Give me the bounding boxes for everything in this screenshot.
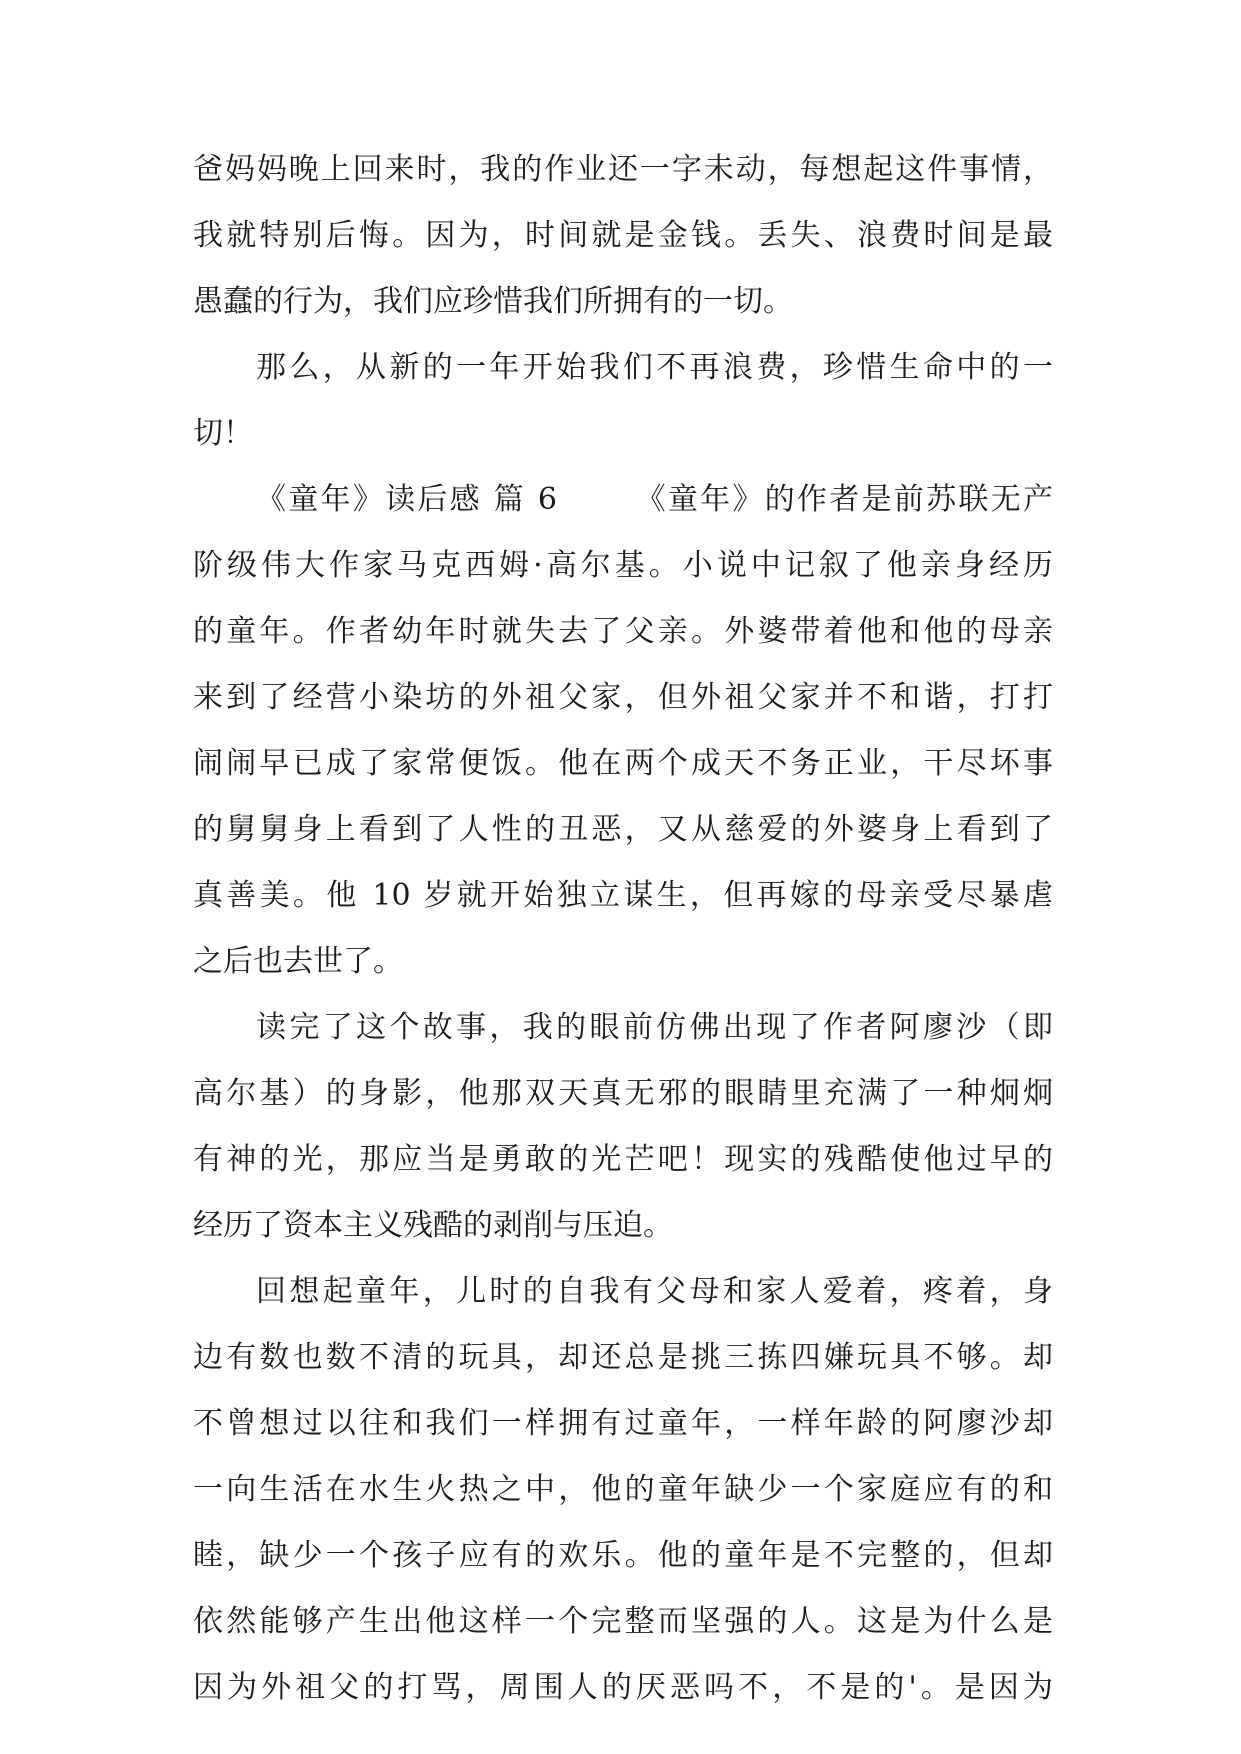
- text-line: 读完了这个故事，我的眼前仿佛出现了作者阿廖沙（即: [256, 1010, 1053, 1045]
- text-line: 的舅舅身上看到了人性的丑恶，又从慈爱的外婆身上看到了: [193, 812, 1053, 847]
- text-line: 回想起童年，儿时的自我有父母和家人爱着，疼着，身: [256, 1274, 1053, 1309]
- text-line: 阶级伟大作家马克西姆·高尔基。小说中记叙了他亲身经历: [193, 548, 1053, 583]
- text-line: 高尔基）的身影，他那双天真无邪的眼睛里充满了一种炯炯: [193, 1076, 1053, 1111]
- text-line: 有神的光，那应当是勇敢的光芒吧！现实的残酷使他过早的: [193, 1142, 1053, 1177]
- text-line: 一向生活在水生火热之中，他的童年缺少一个家庭应有的和: [193, 1472, 1053, 1507]
- text-line: 经历了资本主义残酷的剥削与压迫。: [193, 1208, 673, 1243]
- text-line: 切！: [193, 416, 253, 451]
- text-line: 睦，缺少一个孩子应有的欢乐。他的童年是不完整的，但却: [193, 1538, 1053, 1573]
- text-line: 边有数也数不清的玩具，却还总是挑三拣四嫌玩具不够。却: [193, 1340, 1053, 1375]
- text-line: 爸妈妈晚上回来时，我的作业还一字未动，每想起这件事情，: [193, 152, 1053, 187]
- text-line: 不曾想过以往和我们一样拥有过童年，一样年龄的阿廖沙却: [193, 1406, 1053, 1441]
- text-line: 之后也去世了。: [193, 944, 403, 979]
- text-line: 真善美。他 10 岁就开始独立谋生，但再嫁的母亲受尽暴虐: [193, 878, 1053, 913]
- text-line: 我就特别后悔。因为，时间就是金钱。丢失、浪费时间是最: [193, 218, 1053, 253]
- text-line: 依然能够产生出他这样一个完整而坚强的人。这是为什么是: [193, 1604, 1053, 1639]
- text-line: 愚蠢的行为，我们应珍惜我们所拥有的一切。: [193, 284, 793, 319]
- text-line: 的童年。作者幼年时就失去了父亲。外婆带着他和他的母亲: [193, 614, 1053, 649]
- text-line: 那么，从新的一年开始我们不再浪费，珍惜生命中的一: [256, 350, 1053, 385]
- text-line: 闹闹早已成了家常便饭。他在两个成天不务正业，干尽坏事: [193, 746, 1053, 781]
- section-heading-line: 《童年》读后感 篇 6 《童年》的作者是前苏联无产: [256, 482, 1053, 517]
- text-line: 因为外祖父的打骂，周围人的厌恶吗不，不是的'。是因为: [193, 1670, 1053, 1705]
- text-line: 来到了经营小染坊的外祖父家，但外祖父家并不和谐，打打: [193, 680, 1053, 715]
